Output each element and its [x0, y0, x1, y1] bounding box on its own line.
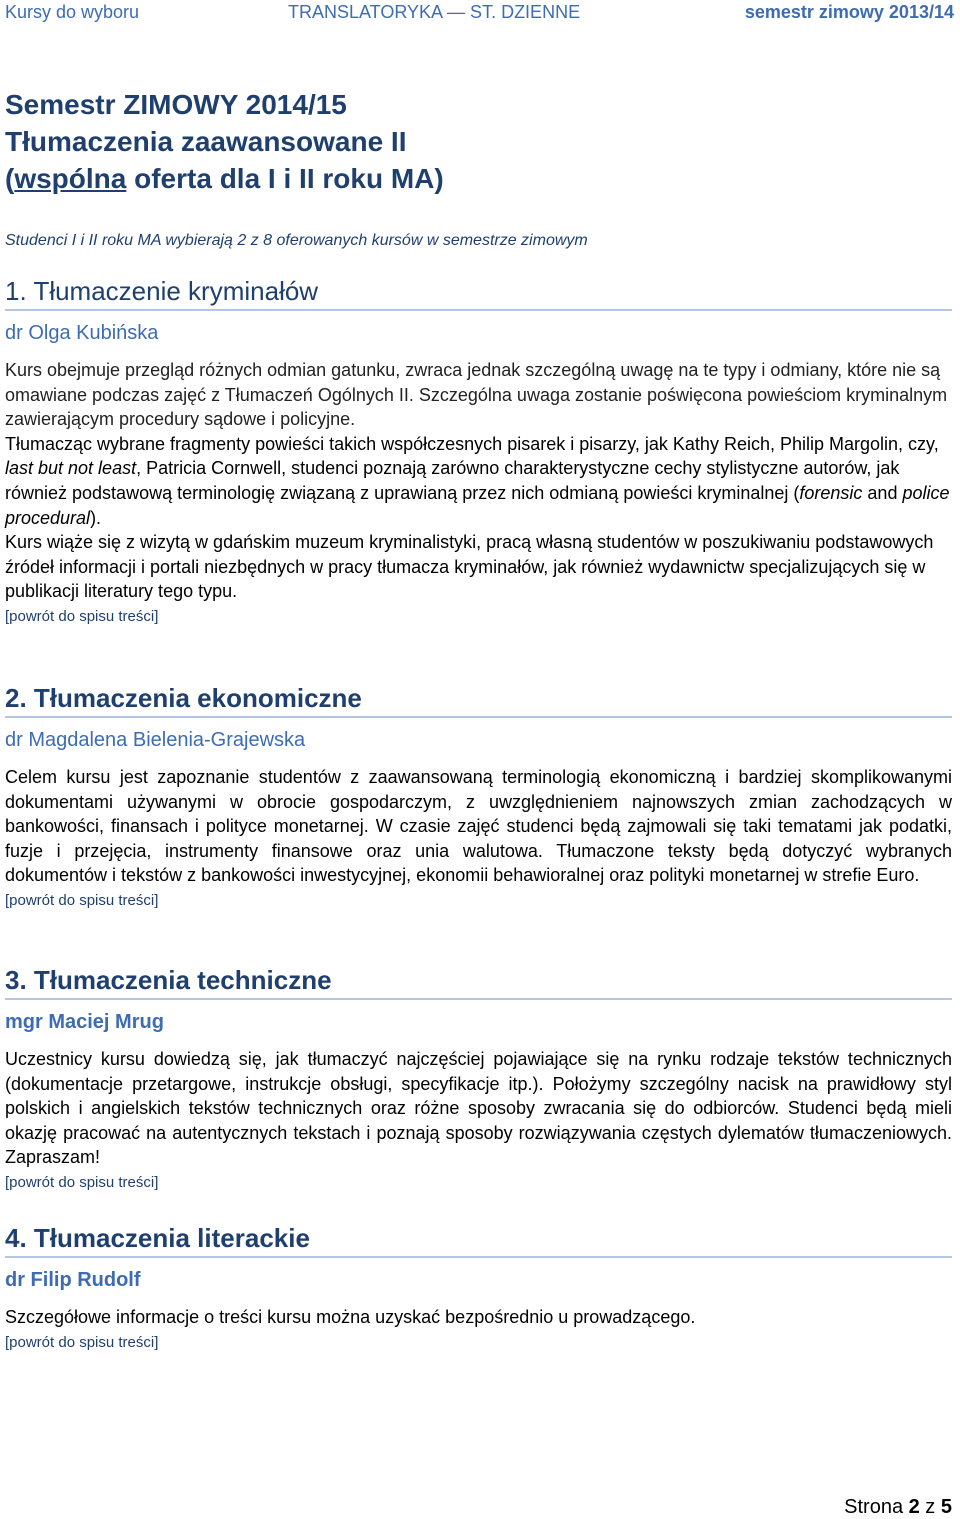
course-section-1	[5, 274, 952, 627]
title-line-2: Tłumaczenia zaawansowane II	[5, 126, 407, 157]
course-author: dr Olga Kubińska	[5, 322, 159, 344]
page-number	[844, 1495, 952, 1519]
text-span: and	[862, 482, 903, 503]
header-left: Kursy do wyboru	[5, 2, 140, 22]
course-title: 3. Tłumaczenia techniczne	[5, 963, 952, 1000]
italic-text: police procedural	[5, 482, 950, 528]
back-to-toc-link[interactable]: [powrót do spisu treści]	[5, 891, 159, 909]
course-title: 4. Tłumaczenia literackie	[5, 1221, 952, 1258]
course-description	[5, 432, 952, 530]
header-right: semestr zimowy 2013/14	[744, 2, 954, 22]
back-to-toc-link[interactable]: [powrót do spisu treści]	[5, 1333, 159, 1351]
course-section-2	[5, 681, 952, 911]
shared-offer-link[interactable]: wspólna	[14, 163, 127, 194]
back-to-toc-link[interactable]: [powrót do spisu treści]	[5, 1173, 159, 1191]
page-label: Strona	[844, 1496, 909, 1518]
title-line-3	[5, 160, 444, 197]
title-line-3-rest: oferta dla I i II roku MA)	[126, 163, 444, 194]
page-title	[5, 86, 444, 197]
page-separator: z	[919, 1496, 941, 1518]
text-span: ).	[90, 507, 102, 528]
text-span: , Patricia Cornwell, studenci poznają zarówno charakterystyczne cechy stylistyczne autorów, jak również podstawową terminologię związaną z uprawianą przez nich odmianą powieści kryminalnej (	[5, 458, 900, 503]
course-title: 2. Tłumaczenia ekonomiczne	[5, 681, 952, 718]
course-description: Celem kursu jest zapoznanie studentów z zaawansowaną terminologią ekonomiczną i bardziej skomplikowanymi dokumentami używanymi w obrocie gospodarczym, z uwzględnieniem najnowszych zmian zachodzących w bankowości, finansach i polityce monetarnej. W czasie zajęć studenci będą zajmowali się taki tematami jak podatki, fuzje i przejęcia, instrumenty finansowe oraz unia walutowa. Tłumaczone teksty będą dotyczyć wybranych dokumentów i tekstów z bankowości inwestycyjnej, ekonomii behawioralnej oraz polityki monetarnej w strefie Euro.	[5, 767, 952, 886]
course-description: Szczegółowe informacje o treści kursu można uzyskać bezpośrednio u prowadzącego.	[5, 1307, 696, 1327]
title-paren: (	[5, 163, 15, 194]
current-page: 2	[908, 1496, 920, 1518]
total-pages: 5	[940, 1496, 952, 1518]
course-author: mgr Maciej Mrug	[5, 1011, 164, 1033]
italic-text: forensic	[799, 482, 863, 503]
italic-text: last but not least	[5, 458, 137, 479]
course-author: dr Filip Rudolf	[5, 1269, 141, 1291]
course-description: Uczestnicy kursu dowiedzą się, jak tłumaczyć najczęściej pojawiające się na rynku rodzaje tekstów technicznych (dokumentacje przetargowe, instrukcje obsługi, specyfikacje itp.). Położymy szczególny nacisk na prawidłowy styl polskich i angielskich tekstów technicznych oraz różne sposoby zwracania się do odbiorców. Studenci będą mieli okazję pracować na autentycznych tekstach i poznają sposoby rozwiązywania częstych dylematów tłumaczeniowych. Zapraszam!	[5, 1049, 952, 1168]
title-line-1: Semestr ZIMOWY 2014/15	[5, 89, 347, 120]
text-span: Tłumacząc wybrane fragmenty powieści takich współczesnych pisarek i pisarzy, jak Kathy Reich, Philip Margolin, czy,	[5, 433, 939, 454]
course-description: Kurs obejmuje przegląd różnych odmian gatunku, zwraca jednak szczególną uwagę na te typy i odmiany, które nie są omawiane podczas zajęć z Tłumaczeń Ogólnych II. Szczególna uwaga zostanie poświęcona powieściom kryminalnym zawierającym procedury sądowe i policyjne.	[5, 360, 948, 430]
header-middle: TRANSLATORYKA — ST. DZIENNE	[288, 2, 581, 22]
course-section-4	[5, 1221, 952, 1353]
course-section-3	[5, 963, 952, 1193]
intro-note: Studenci I i II roku MA wybierają 2 z 8 oferowanych kursów w semestrze zimowym	[5, 232, 588, 249]
page-header	[0, 0, 960, 24]
course-author: dr Magdalena Bielenia-Grajewska	[5, 729, 306, 751]
back-to-toc-link[interactable]: [powrót do spisu treści]	[5, 607, 159, 625]
course-description: Kurs wiąże się z wizytą w gdańskim muzeum kryminalistyki, pracą własną studentów w poszukiwaniu podstawowych źródeł informacji i portali niezbędnych w pracy tłumacza kryminałów, jak również wydawnictw specjalizujących się w publikacji literatury tego typu.	[5, 532, 934, 602]
course-title: 1. Tłumaczenie kryminałów	[5, 274, 952, 311]
